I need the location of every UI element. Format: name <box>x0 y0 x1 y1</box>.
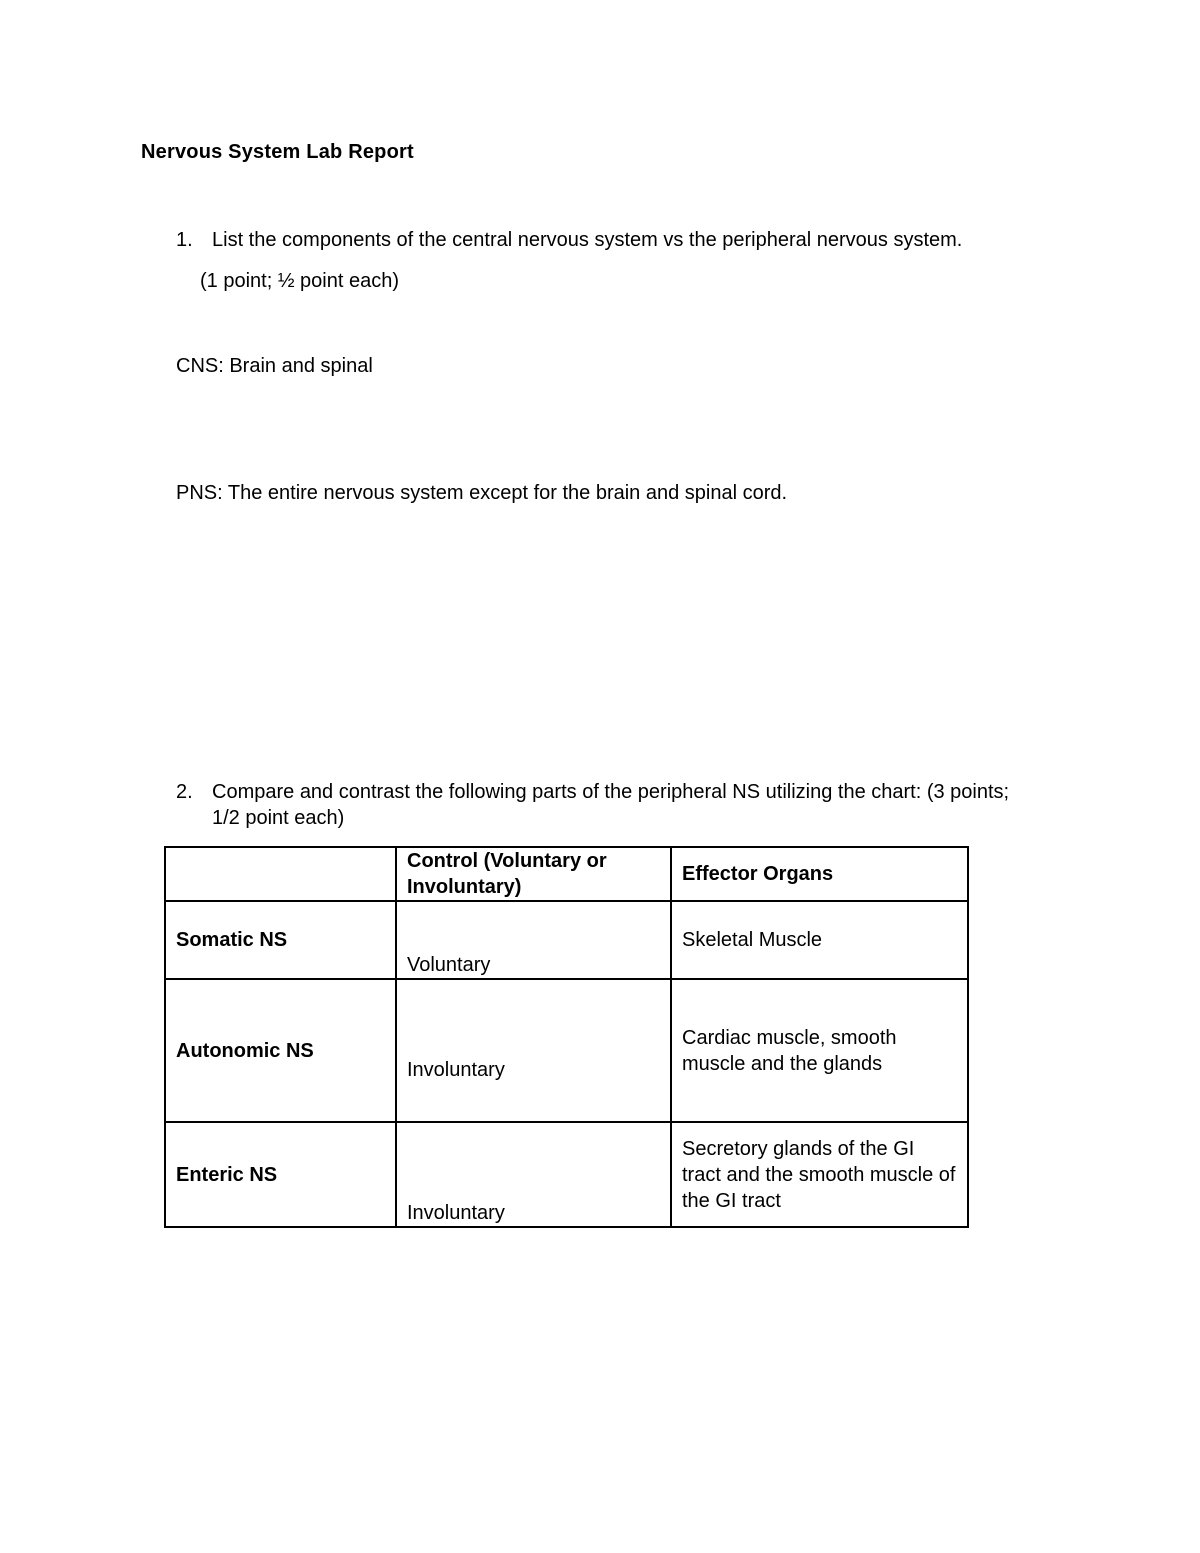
header-cell-empty <box>165 847 396 901</box>
control-cell-somatic: Voluntary <box>396 901 671 979</box>
question-1 <box>176 227 1036 253</box>
table-header-row <box>165 847 968 901</box>
question-1-number: 1. <box>176 229 193 251</box>
question-2 <box>176 779 1036 831</box>
page-title: Nervous System Lab Report <box>141 141 414 163</box>
question-2-prompt: Compare and contrast the following parts of the peripheral NS utilizing the chart: (3 points; 1/2 point each) <box>212 781 1010 829</box>
comparison-table <box>164 846 969 1228</box>
header-cell-effector-organs: Effector Organs <box>671 847 968 901</box>
effector-cell-autonomic: Cardiac muscle, smooth muscle and the glands <box>671 979 968 1122</box>
table-row <box>165 1122 968 1227</box>
table-row <box>165 979 968 1122</box>
effector-cell-somatic: Skeletal Muscle <box>671 901 968 979</box>
question-1-prompt: List the components of the central nervous system vs the peripheral nervous system. <box>212 229 963 251</box>
question-1-points: (1 point; ½ point each) <box>200 270 400 292</box>
row-label-somatic: Somatic NS <box>165 901 396 979</box>
header-cell-control: Control (Voluntary or Involuntary) <box>396 847 671 901</box>
pns-answer: PNS: The entire nervous system except for the brain and spinal cord. <box>176 482 788 504</box>
table-row <box>165 901 968 979</box>
row-label-enteric: Enteric NS <box>165 1122 396 1227</box>
cns-answer: CNS: Brain and spinal <box>176 355 373 377</box>
control-cell-autonomic: Involuntary <box>396 979 671 1122</box>
effector-cell-enteric: Secretory glands of the GI tract and the smooth muscle of the GI tract <box>671 1122 968 1227</box>
control-cell-enteric: Involuntary <box>396 1122 671 1227</box>
question-2-number: 2. <box>176 781 193 803</box>
row-label-autonomic: Autonomic NS <box>165 979 396 1122</box>
